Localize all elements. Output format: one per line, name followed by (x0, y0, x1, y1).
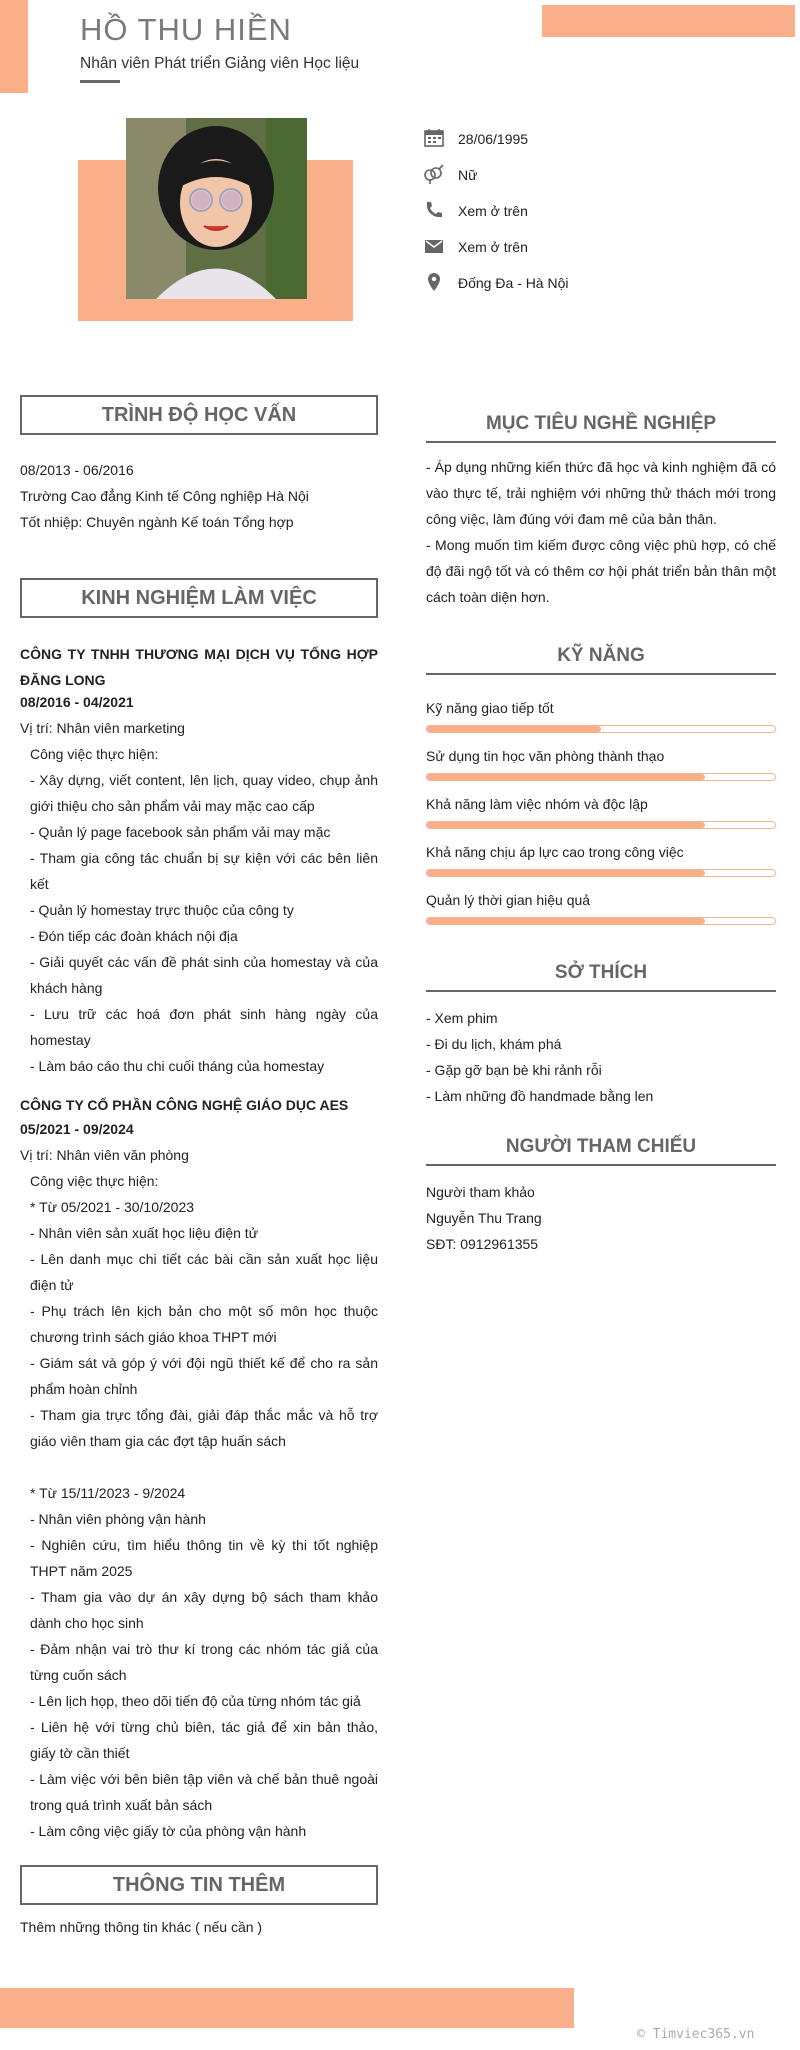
job2-phase2-task: - Tham gia vào dự án xây dựng bộ sách tham khảo dành cho học sinh (30, 1589, 378, 1631)
hobby-item: - Đi du lịch, khám phá (426, 1036, 562, 1052)
job2-phase1-task: - Lên danh mục chi tiết các bài cần sản xuất học liệu điện tử (30, 1251, 378, 1293)
job-title: Nhân viên Phát triển Giảng viên Học liệu (80, 55, 360, 72)
education-heading: TRÌNH ĐỘ HỌC VẤN (20, 395, 378, 435)
job2-position: Vị trí: Nhân viên văn phòng (20, 1147, 189, 1163)
job2-phase1-task: - Nhân viên sản xuất học liệu điện tử (30, 1225, 259, 1241)
skill-label: Sử dụng tin học văn phòng thành thạo (426, 748, 665, 764)
gender-icon (423, 164, 445, 184)
job2-phase1-title: * Từ 05/2021 - 30/10/2023 (30, 1199, 195, 1215)
skill-bar-fill (427, 918, 705, 924)
skill-bar-fill (427, 774, 705, 780)
job2-period: 05/2021 - 09/2024 (20, 1121, 134, 1137)
skill-bar-fill (427, 726, 601, 732)
job1-task: - Quản lý page facebook sản phẩm vải may mặc (30, 824, 331, 840)
reference-name: Nguyễn Thu Trang (426, 1210, 542, 1226)
job2-phase2-title: * Từ 15/11/2023 - 9/2024 (30, 1485, 186, 1501)
job2-phase2-task: - Nghiên cứu, tìm hiểu thông tin về kỳ thi tốt nghiệp THPT năm 2025 (30, 1537, 378, 1579)
hobby-item: - Làm những đồ handmade bằng len (426, 1088, 654, 1104)
reference-heading: NGƯỜI THAM CHIẾU (426, 1136, 776, 1166)
job2-phase1-task: - Tham gia trực tổng đài, giải đáp thắc mắc và hỗ trợ giáo viên tham gia các đợt tập huấn sách (30, 1407, 378, 1449)
hobby-item: - Xem phim (426, 1010, 498, 1026)
education-period: 08/2013 - 06/2016 (20, 462, 134, 478)
job2-phase2-task: - Làm công việc giấy tờ của phòng vận hành (30, 1823, 307, 1839)
skill-bar (426, 869, 776, 877)
objective-paragraph: - Áp dụng những kiến thức đã học và kinh nghiệm đã có vào thực tế, trải nghiệm với những thử thách mới trong công việc, làm đúng với đam mê của bản thân. (426, 459, 776, 527)
education-major: Tốt nhiệp: Chuyên ngành Kế toán Tổng hợp (20, 514, 294, 530)
job1-task: - Xây dựng, viết content, lên lịch, quay video, chụp ảnh giới thiệu cho sản phẩm vải may mặc cao cấp (30, 772, 378, 814)
birthdate-value: 28/06/1995 (458, 131, 529, 147)
title-underline (80, 80, 120, 83)
email-icon (423, 236, 445, 256)
skill-bar-fill (427, 822, 705, 828)
address-value: Đống Đa - Hà Nội (458, 275, 569, 291)
email-value: Xem ở trên (458, 239, 528, 255)
decorative-bar-bottom (0, 1988, 574, 2028)
decorative-bar-top-right (542, 5, 795, 37)
phone-icon (423, 200, 445, 220)
skill-bar (426, 725, 776, 733)
experience-heading: KINH NGHIỆM LÀM VIỆC (20, 578, 378, 618)
job1-task: - Làm báo cáo thu chi cuối tháng của homestay (30, 1058, 325, 1074)
contact-birthdate (423, 128, 783, 154)
watermark: © Timviec365.vn (637, 2027, 755, 2042)
skill-label: Khả năng làm việc nhóm và độc lập (426, 796, 648, 812)
location-icon (423, 272, 445, 292)
phone-value: Xem ở trên (458, 203, 528, 219)
portrait-illustration (126, 118, 307, 299)
job2-phase2-task: - Lên lịch họp, theo dõi tiến độ của từng nhóm tác giả (30, 1693, 361, 1709)
contact-address (423, 272, 783, 298)
objective-heading: MỤC TIÊU NGHỀ NGHIỆP (426, 413, 776, 443)
gender-value: Nữ (458, 167, 478, 183)
additional-info-text: Thêm những thông tin khác ( nếu cần ) (20, 1919, 263, 1935)
job2-phase2-task: - Đảm nhận vai trò thư kí trong các nhóm tác giả của từng cuốn sách (30, 1641, 378, 1683)
job1-task: - Quản lý homestay trực thuộc của công ty (30, 902, 294, 918)
job2-phase1-task: - Phụ trách lên kịch bản cho một số môn học thuộc chương trình sách giáo khoa THPT mới (30, 1303, 378, 1345)
job2-intro: Công việc thực hiện: (30, 1173, 159, 1189)
skills-heading: KỸ NĂNG (426, 645, 776, 675)
objective-paragraph: - Mong muốn tìm kiếm được công việc phù hợp, có chế độ đãi ngộ tốt và có thêm cơ hội phát triển bản thân một cách toàn diện hơn. (426, 537, 776, 605)
job1-task: - Đón tiếp các đoàn khách nội địa (30, 928, 238, 944)
skill-bar-fill (427, 870, 705, 876)
skill-bar (426, 773, 776, 781)
reference-label: Người tham khảo (426, 1184, 535, 1200)
hobby-item: - Gặp gỡ bạn bè khi rảnh rỗi (426, 1062, 602, 1078)
job1-task: - Giải quyết các vấn đề phát sinh của homestay và của khách hàng (30, 954, 378, 996)
job2-phase2-task: - Làm việc với bên biên tập viên và chế bản thuê ngoài trong quá trình xuất bản sách (30, 1771, 378, 1813)
decorative-bar-left (0, 0, 28, 93)
skill-label: Khả năng chịu áp lực cao trong công việc (426, 844, 684, 860)
job2-phase2-task: - Liên hệ với từng chủ biên, tác giả để xin bản thảo, giấy tờ cần thiết (30, 1719, 378, 1761)
job1-period: 08/2016 - 04/2021 (20, 694, 134, 710)
skill-label: Kỹ năng giao tiếp tốt (426, 700, 554, 716)
education-school: Trường Cao đẳng Kinh tế Công nghiệp Hà Nội (20, 488, 309, 504)
job2-phase1-task: - Giám sát và góp ý với đội ngũ thiết kế để cho ra sản phẩm hoàn chỉnh (30, 1355, 378, 1397)
skill-bar (426, 821, 776, 829)
job1-intro: Công việc thực hiện: (30, 746, 159, 762)
job1-company: CÔNG TY TNHH THƯƠNG MẠI DỊCH VỤ TỔNG HỢP ĐĂNG LONG (20, 646, 378, 688)
calendar-icon (423, 128, 445, 148)
skill-bar (426, 917, 776, 925)
job2-company: CÔNG TY CỔ PHẦN CÔNG NGHỆ GIÁO DỤC AES (20, 1097, 349, 1113)
reference-phone: SĐT: 0912961355 (426, 1236, 539, 1252)
skill-label: Quản lý thời gian hiệu quả (426, 892, 591, 908)
contact-email (423, 236, 783, 262)
candidate-name: HỒ THU HIỀN (80, 12, 292, 47)
job1-task: - Lưu trữ các hoá đơn phát sinh hàng ngày của homestay (30, 1006, 378, 1048)
hobbies-heading: SỞ THÍCH (426, 962, 776, 992)
job1-position: Vị trí: Nhân viên marketing (20, 720, 185, 736)
additional-info-heading: THÔNG TIN THÊM (20, 1865, 378, 1905)
profile-photo (126, 118, 307, 299)
contact-gender (423, 164, 783, 190)
job2-phase2-task: - Nhân viên phòng vận hành (30, 1511, 206, 1527)
contact-phone (423, 200, 783, 226)
job1-task: - Tham gia công tác chuẩn bị sự kiện với các bên liên kết (30, 850, 378, 892)
